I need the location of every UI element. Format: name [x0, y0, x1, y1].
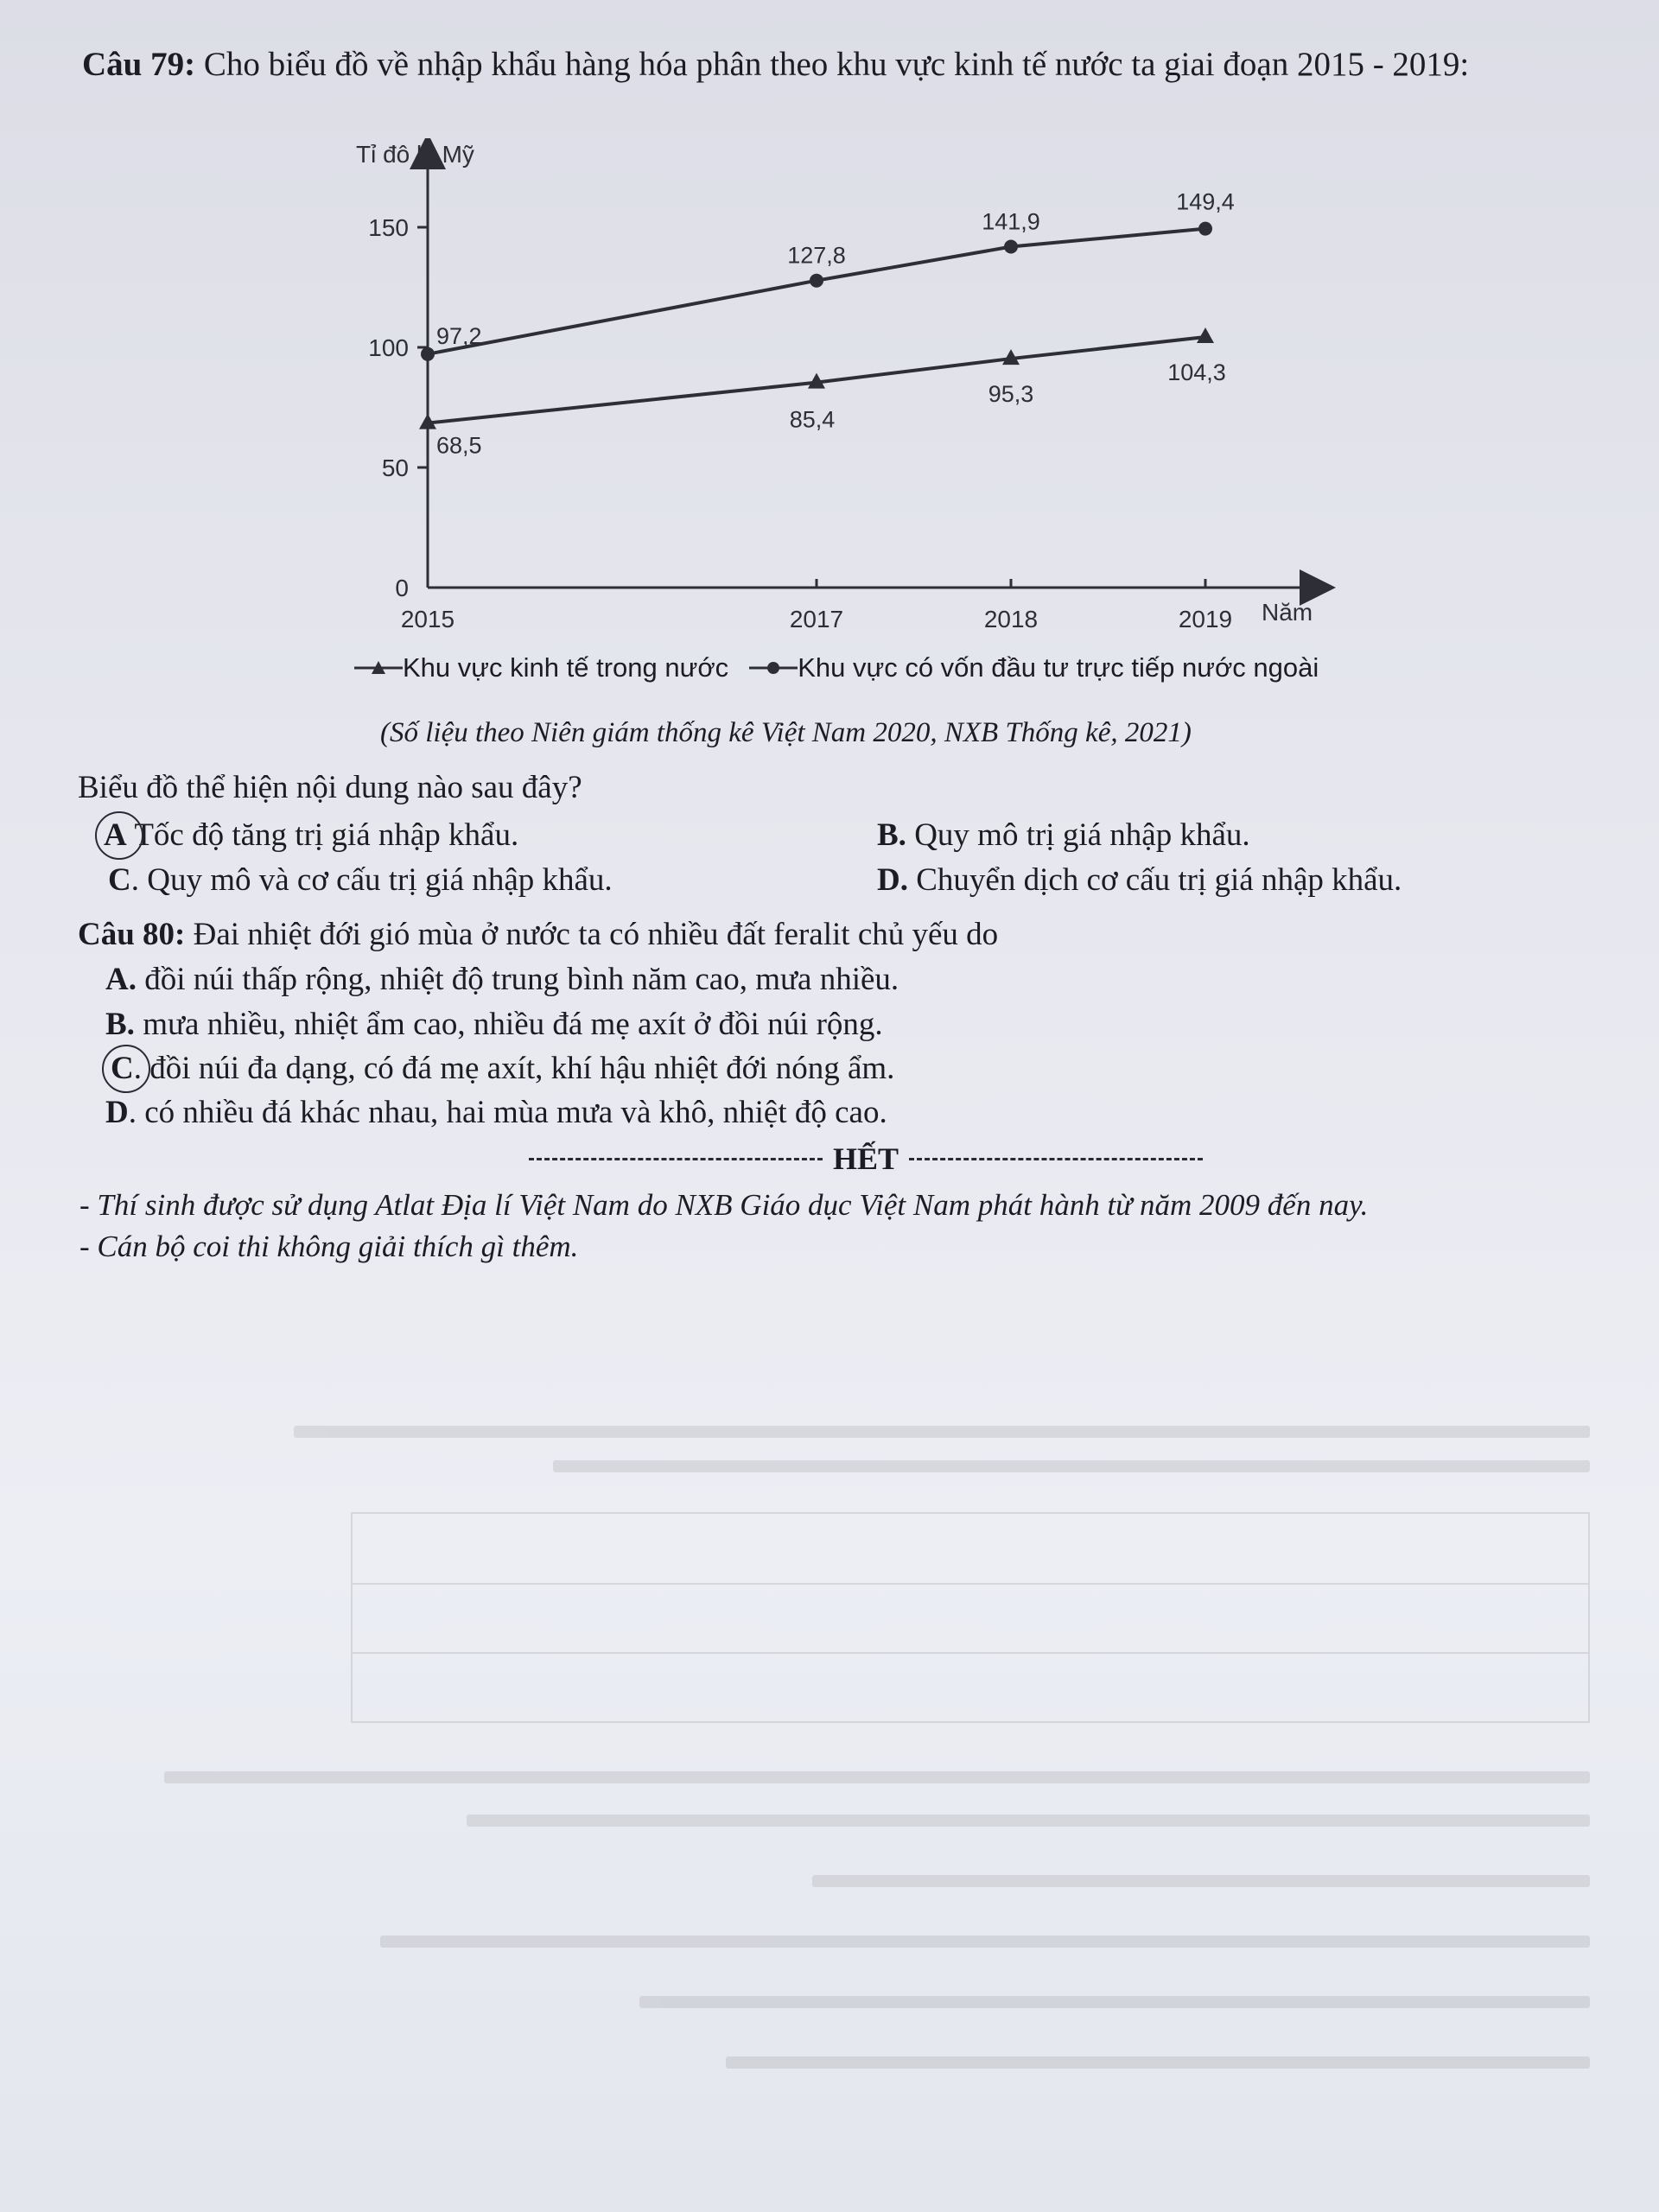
q79-option-a-text: Tốc độ tăng trị giá nhập khẩu. — [126, 817, 519, 853]
q80-option-a-text: đồi núi thấp rộng, nhiệt độ trung bình năm cao, mưa nhiều. — [136, 962, 899, 997]
question-80-label: Câu 80: — [78, 917, 186, 952]
data-label: 127,8 — [787, 242, 846, 269]
bleed-through-text — [104, 1426, 1590, 2160]
q80-option-d[interactable] — [105, 1094, 887, 1131]
q79-option-a-letter: A — [104, 817, 127, 853]
data-source-note: (Số liệu theo Niên giám thống kê Việt Nam 2020, NXB Thống kê, 2021) — [380, 717, 1192, 748]
q80-option-c[interactable] — [111, 1050, 894, 1087]
x-tick-label: 2019 — [1178, 606, 1233, 632]
x-tick-label: 2015 — [400, 606, 455, 632]
data-label: 97,2 — [436, 322, 482, 349]
data-label: 68,5 — [436, 432, 482, 459]
y-axis-title: Tỉ đô la Mỹ — [356, 141, 474, 168]
question-80-text: Đai nhiệt đới gió mùa ở nước ta có nhiều đất feralit chủ yếu do — [185, 917, 999, 952]
q79-option-c[interactable] — [108, 861, 613, 899]
q79-option-a[interactable] — [104, 817, 518, 854]
exam-note-atlas: - Thí sinh được sử dụng Atlat Địa lí Việt Nam do NXB Giáo dục Việt Nam phát hành từ năm 2009 đến nay. — [79, 1188, 1369, 1222]
end-dash-left — [529, 1158, 823, 1160]
end-dash-right — [909, 1158, 1203, 1160]
data-point-circle — [1198, 222, 1212, 236]
y-tick-label: 0 — [395, 575, 409, 601]
y-tick-label: 50 — [381, 454, 409, 481]
end-text: HẾT — [833, 1141, 899, 1176]
question-79-text: Cho biểu đồ về nhập khẩu hàng hóa phân theo khu vực kinh tế nước ta giai đoạn 2015 - 2019: — [195, 46, 1470, 83]
data-label: 149,4 — [1176, 188, 1235, 215]
x-tick-label: 2018 — [983, 606, 1039, 632]
legend-label-domestic: Khu vực kinh tế trong nước — [403, 652, 729, 683]
legend-circle-line-icon — [749, 659, 798, 677]
q80-option-d-text: . có nhiều đá khác nhau, hai mùa mưa và khô, nhiệt độ cao. — [128, 1095, 887, 1130]
q80-option-c-letter: C — [111, 1051, 134, 1086]
chart-legend — [354, 652, 1327, 683]
legend-item-domestic — [354, 652, 728, 683]
y-tick-label: 150 — [368, 214, 409, 241]
q79-option-b-text: Quy mô trị giá nhập khẩu. — [906, 817, 1250, 853]
q80-option-c-text: . đồi núi đa dạng, có đá mẹ axít, khí hậu nhiệt đới nóng ẩm. — [133, 1051, 895, 1086]
q79-option-c-text: . Quy mô và cơ cấu trị giá nhập khẩu. — [130, 862, 613, 898]
question-79-stem: Biểu đồ thể hiện nội dung nào sau đây? — [78, 770, 582, 805]
data-label: 85,4 — [789, 406, 836, 433]
data-point-circle — [1004, 240, 1018, 254]
legend-label-fdi: Khu vực có vốn đầu tư trực tiếp nước ngoài — [798, 652, 1319, 683]
data-label: 141,9 — [982, 208, 1040, 235]
q79-option-b-letter: B. — [877, 817, 906, 853]
import-line-chart — [328, 138, 1400, 648]
y-tick-label: 100 — [368, 334, 409, 361]
q79-option-c-letter: C — [108, 862, 131, 898]
chart-labels — [356, 141, 1313, 632]
q79-option-b[interactable] — [877, 817, 1250, 854]
q79-option-d[interactable] — [877, 861, 1402, 899]
data-point-circle — [810, 274, 823, 288]
q79-option-d-letter: D. — [877, 862, 908, 898]
x-tick-label: 2017 — [789, 606, 844, 632]
question-79-label: Câu 79: — [82, 46, 196, 83]
q80-option-b-text: mưa nhiều, nhiệt ẩm cao, nhiều đá mẹ axít ở đồi núi rộng. — [134, 1007, 883, 1042]
data-label: 104,3 — [1167, 359, 1226, 386]
question-80-title — [78, 916, 998, 953]
q80-option-b-letter: B. — [105, 1007, 135, 1042]
legend-triangle-line-icon — [354, 659, 403, 677]
data-label: 95,3 — [988, 381, 1034, 408]
q80-option-a[interactable] — [105, 961, 899, 998]
x-axis-title: Năm — [1262, 599, 1313, 626]
question-79-title — [82, 39, 1655, 91]
end-marker — [518, 1141, 1213, 1177]
data-point-circle — [421, 347, 435, 361]
q80-option-a-letter: A. — [105, 962, 137, 997]
legend-item-fdi — [749, 652, 1319, 683]
q80-option-b[interactable] — [105, 1006, 883, 1043]
exam-note-proctor: - Cán bộ coi thi không giải thích gì thêm. — [79, 1230, 579, 1263]
q80-option-d-letter: D — [105, 1095, 129, 1130]
q79-option-d-text: Chuyển dịch cơ cấu trị giá nhập khẩu. — [907, 862, 1402, 898]
data-point-triangle — [1197, 327, 1214, 343]
